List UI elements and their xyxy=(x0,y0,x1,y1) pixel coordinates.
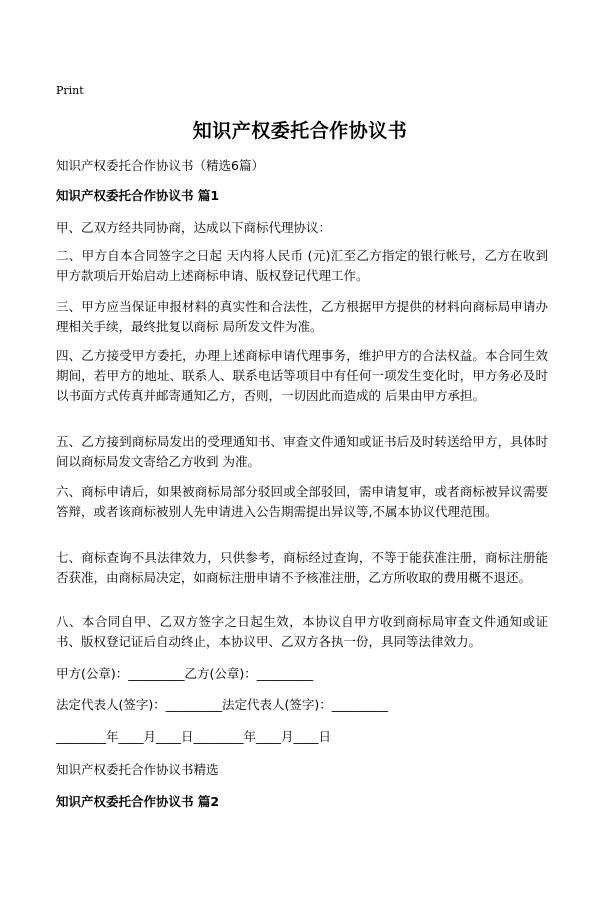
signature-line-seals: 甲方(公章)：_________乙方(公章)：_________ xyxy=(56,666,314,681)
document-subtitle: 知识产权委托合作协议书（精选6篇） xyxy=(56,158,264,173)
print-label: Print xyxy=(56,84,84,97)
paragraph-clause-3: 三、甲方应当保证申报材料的真实性和合法性，乙方根据甲方提供的材料向商标局申请办理相关手续，最终批复以商标 局所发文件为准。 xyxy=(56,299,548,334)
paragraph-clause-4: 四、乙方接受甲方委托，办理上述商标申请代理事务，维护甲方的合法权益。本合同生效期间，若甲方的地址、联系人、联系电话等项目中有任何一项发生变化时，甲方务必及时以书面方式传真并邮寄通知乙方，否则，一切因此而造成的 后果由甲方承担。 xyxy=(56,348,548,403)
signature-line-representatives: 法定代表人(签字)：_________法定代表人(签字)：_________ xyxy=(56,697,389,712)
section-heading-1: 知识产权委托合作协议书 篇1 xyxy=(56,188,220,203)
paragraph-clause-7: 七、商标查询不具法律效力，只供参考，商标经过查询，不等于能获准注册，商标注册能否获准，由商标局决定，如商标注册申请不予核准注册，乙方所收取的费用概不退还。 xyxy=(56,550,548,585)
selected-label: 知识产权委托合作协议书精选 xyxy=(56,762,219,777)
paragraph-clause-2: 二、甲方自本合同签字之日起 天内将人民币 (元)汇至乙方指定的银行帐号，乙方在收到 甲方款项后开始启动上述商标申请、版权登记代理工作。 xyxy=(56,248,548,283)
paragraph-clause-6: 六、商标申请后，如果被商标局部分驳回或全部驳回，需申请复审，或者商标被异议需要答辩，或者该商标被别人先申请进入公告期需提出异议等,不属本协议代理范围。 xyxy=(56,484,548,519)
paragraph-clause-5: 五、乙方接到商标局发出的受理通知书、审查文件通知或证书后及时转送给甲方，具体时间以商标局发文寄给乙方收到 为准。 xyxy=(56,434,548,469)
section-heading-2: 知识产权委托合作协议书 篇2 xyxy=(56,794,220,809)
date-line: ________年____月____日________年____月____日 xyxy=(56,729,332,744)
page-title: 知识产权委托合作协议书 xyxy=(192,120,408,142)
paragraph-intro: 甲、乙双方经共同协商，达成以下商标代理协议： xyxy=(56,220,332,235)
paragraph-clause-8: 八、本合同自甲、乙双方签字之日起生效，本协议自甲方收到商标局审查文件通知或证书、版权登记证后自动终止，本协议甲、乙双方各执一份，具同等法律效力。 xyxy=(56,614,548,649)
